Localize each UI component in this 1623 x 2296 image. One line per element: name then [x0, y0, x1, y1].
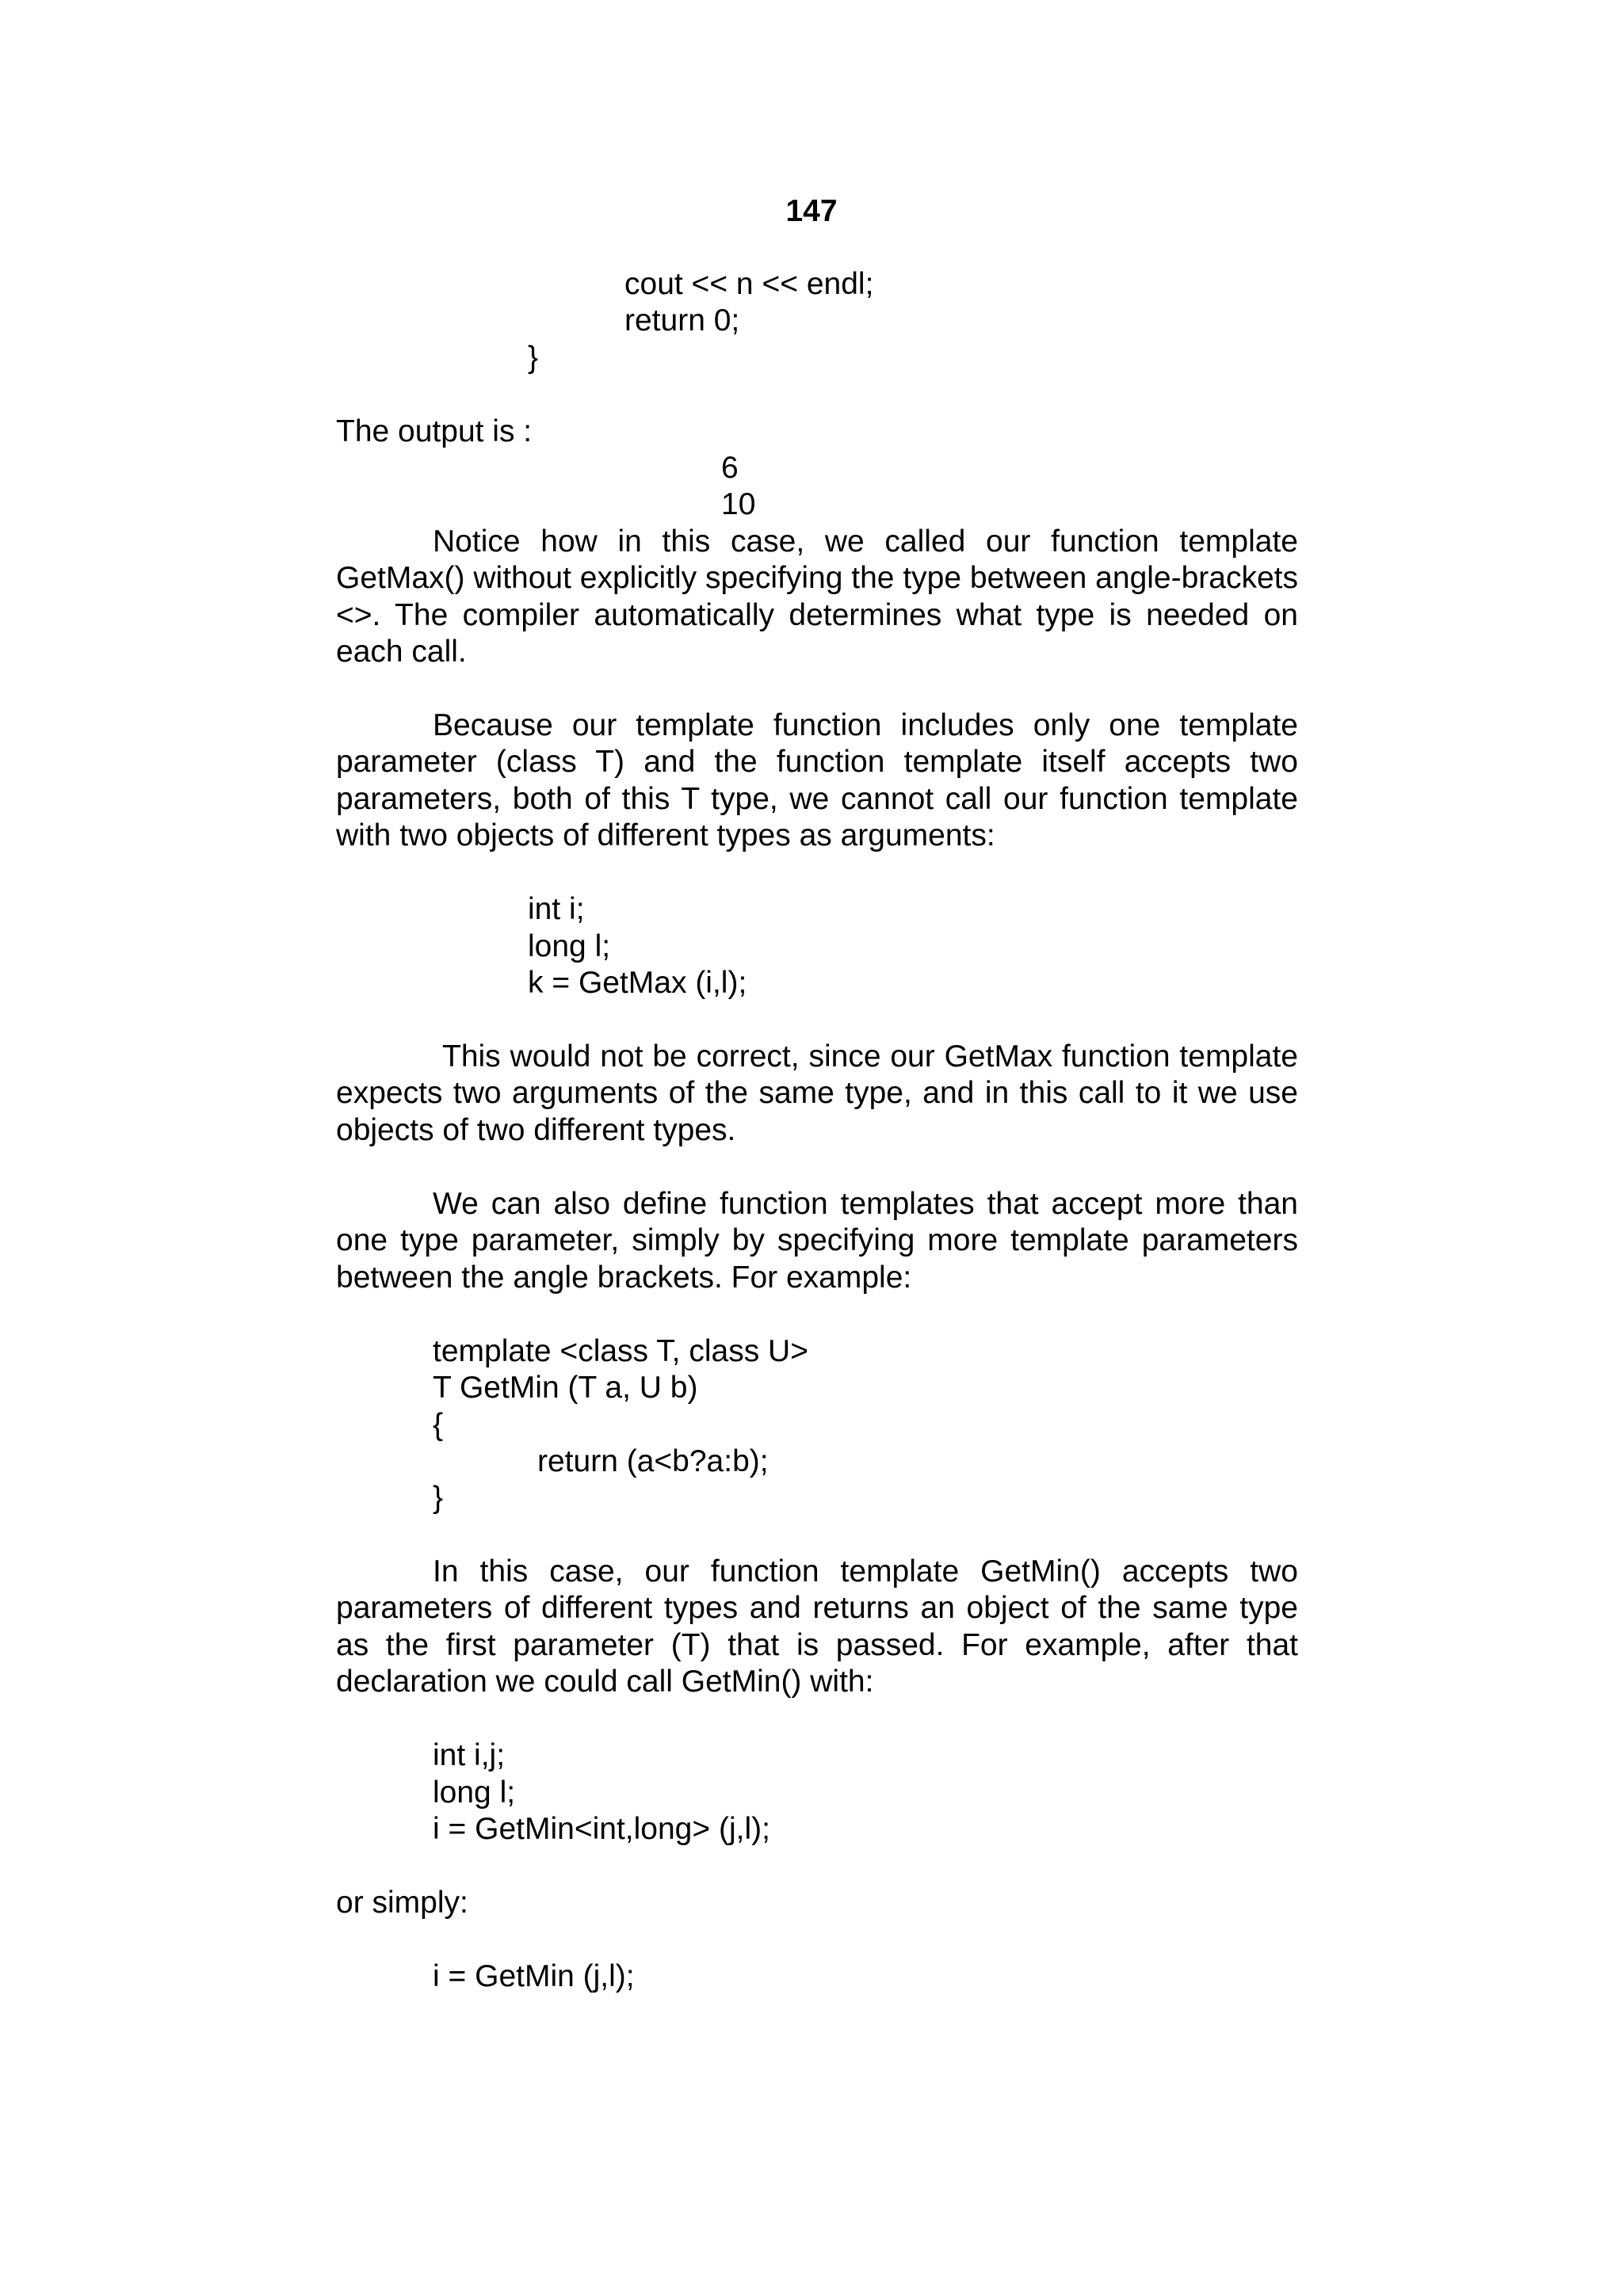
- code-line-closing-brace: }: [528, 341, 539, 375]
- code-line-long-l-2: long l;: [433, 1775, 516, 1810]
- paragraph-4: [336, 1186, 1298, 1296]
- code-line-open-brace: {: [433, 1408, 444, 1442]
- output-label: The output is :: [336, 414, 533, 448]
- paragraph-1: [336, 524, 1298, 671]
- paragraph-1-text: Notice how in this case, we called our function template GetMax() without explicitly specifying the type between angle-brackets <>. The compiler automatically determines what type is needed on each call.: [336, 524, 1298, 669]
- paragraph-4-text: We can also define function templates that accept more than one type parameter, simply by specifying more template parameters between the angle brackets. For example:: [336, 1187, 1298, 1295]
- paragraph-3: [336, 1039, 1298, 1149]
- paragraph-3-text: This would not be correct, since our GetMax function template expects two arguments of the same type, and in this call to it we use objects of two different types.: [336, 1039, 1298, 1147]
- output-value-1: 6: [721, 451, 739, 485]
- code-line-return: return 0;: [624, 303, 740, 338]
- paragraph-2-text: Because our template function includes only one template parameter (class T) and the function template itself accepts two parameters, both of this T type, we cannot call our function template with two objects of different types as arguments:: [336, 708, 1298, 853]
- paragraph-5: [336, 1554, 1298, 1701]
- output-value-2: 10: [721, 487, 756, 521]
- code-line-cout: cout << n << endl;: [624, 267, 874, 301]
- code-line-int-i: int i;: [528, 892, 585, 926]
- or-simply-label: or simply:: [336, 1886, 468, 1920]
- code-line-getmin-implicit: i = GetMin (j,l);: [433, 1959, 635, 1993]
- code-line-template-decl: template <class T, class U>: [433, 1334, 808, 1368]
- code-line-return-ternary: return (a<b?a:b);: [537, 1444, 769, 1478]
- page-number: 147: [785, 194, 838, 228]
- paragraph-2: [336, 707, 1298, 855]
- code-line-int-ij: int i,j;: [433, 1738, 506, 1772]
- code-line-long-l: long l;: [528, 929, 611, 963]
- code-line-getmin-signature: T GetMin (T a, U b): [433, 1371, 698, 1405]
- code-line-close-brace: }: [433, 1481, 444, 1515]
- paragraph-5-text: In this case, our function template GetMin() accepts two parameters of different types and returns an object of the same type as the first parameter (T) that is passed. For example, after that declaration we could call GetMin() with:: [336, 1554, 1298, 1699]
- code-line-getmin-explicit: i = GetMin<int,long> (j,l);: [433, 1812, 770, 1846]
- code-line-getmax-call: k = GetMax (i,l);: [528, 966, 747, 1000]
